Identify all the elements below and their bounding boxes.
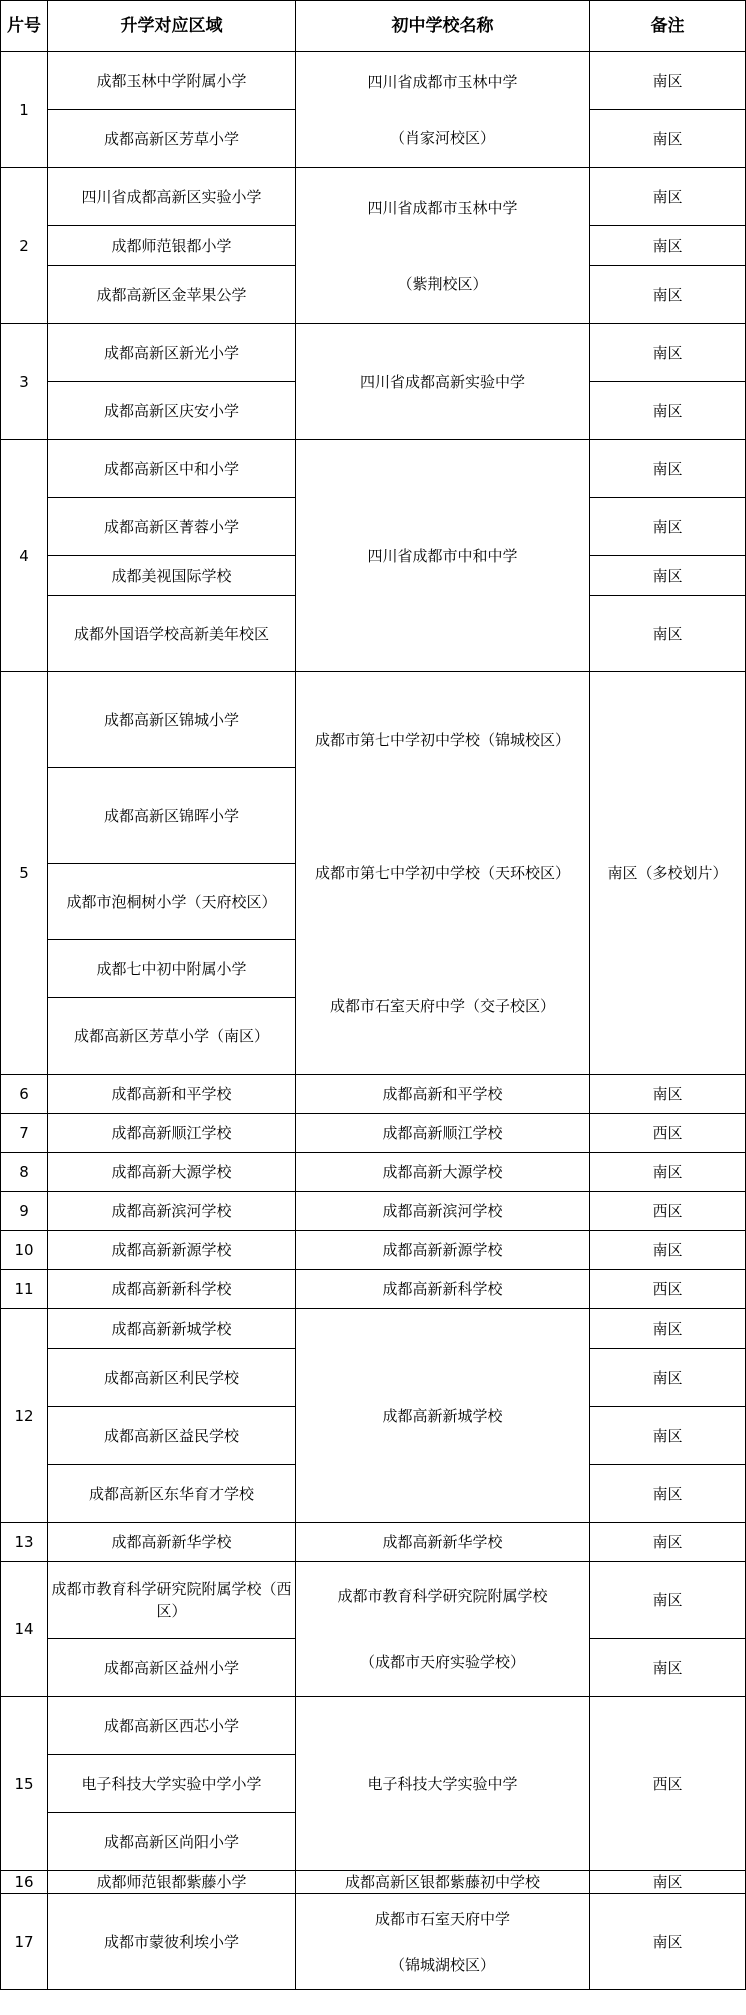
primary-school-cell: 成都高新新城学校 — [48, 1309, 296, 1349]
primary-school-cell: 成都高新区东华育才学校 — [48, 1465, 296, 1523]
header-note: 备注 — [590, 1, 746, 52]
primary-school-cell: 成都高新区益州小学 — [48, 1639, 296, 1697]
primary-school-cell: 成都玉林中学附属小学 — [48, 52, 296, 110]
middle-school-names — [298, 54, 587, 166]
note-cell: 南区 — [590, 1075, 746, 1114]
table-row — [1, 168, 746, 226]
middle-school-cell — [296, 1523, 590, 1562]
middle-school-name: 成都高新滨河学校 — [382, 1202, 503, 1220]
table-row — [1, 1309, 746, 1349]
table-body — [1, 52, 746, 1990]
middle-school-cell — [296, 1114, 590, 1153]
middle-school-names — [298, 1405, 587, 1427]
district-no-cell: 1 — [1, 52, 48, 168]
district-no-cell: 16 — [1, 1871, 48, 1894]
middle-school-names — [298, 1161, 587, 1183]
district-no-cell: 3 — [1, 324, 48, 440]
district-no-cell: 9 — [1, 1192, 48, 1231]
middle-school-names — [298, 674, 587, 1073]
note-cell: 南区 — [590, 1894, 746, 1990]
middle-school-name: 成都高新大源学校 — [382, 1163, 503, 1181]
note-cell: 南区 — [590, 556, 746, 596]
primary-school-cell: 成都市蒙彼利埃小学 — [48, 1894, 296, 1990]
header-primary-school: 升学对应区域 — [48, 1, 296, 52]
primary-school-cell: 成都高新区锦城小学 — [48, 672, 296, 768]
district-no-cell: 2 — [1, 168, 48, 324]
primary-school-cell: 成都高新区芳草小学（南区） — [48, 998, 296, 1075]
note-cell: 西区 — [590, 1270, 746, 1309]
table-row — [1, 672, 746, 768]
note-cell: 南区 — [590, 1349, 746, 1407]
middle-school-cell — [296, 672, 590, 1075]
district-no-cell: 10 — [1, 1231, 48, 1270]
primary-school-cell: 成都高新区中和小学 — [48, 440, 296, 498]
header-district-no: 片号 — [1, 1, 48, 52]
note-cell: 南区 — [590, 1153, 746, 1192]
middle-school-name: （紫荆校区） — [397, 274, 488, 293]
district-no-cell: 14 — [1, 1562, 48, 1697]
primary-school-cell: 成都高新区菁蓉小学 — [48, 498, 296, 556]
middle-school-names — [298, 1773, 587, 1795]
primary-school-cell: 四川省成都高新区实验小学 — [48, 168, 296, 226]
primary-school-cell: 电子科技大学实验中学小学 — [48, 1755, 296, 1813]
district-no-cell: 6 — [1, 1075, 48, 1114]
header-middle-school: 初中学校名称 — [296, 1, 590, 52]
middle-school-name: 成都高新顺江学校 — [382, 1124, 503, 1142]
middle-school-names — [298, 1239, 587, 1261]
middle-school-name: 成都高新新科学校 — [382, 1280, 503, 1298]
middle-school-name: 四川省成都市中和中学 — [367, 546, 518, 565]
note-cell: 南区 — [590, 596, 746, 672]
middle-school-cell — [296, 1075, 590, 1114]
note-cell: 南区 — [590, 1562, 746, 1639]
district-no-cell: 15 — [1, 1697, 48, 1871]
note-cell: 西区 — [590, 1114, 746, 1153]
table-row — [1, 1871, 746, 1894]
primary-school-cell: 成都高新滨河学校 — [48, 1192, 296, 1231]
note-cell: 南区 — [590, 1465, 746, 1523]
middle-school-names — [298, 1531, 587, 1553]
note-cell: 南区 — [590, 52, 746, 110]
note-cell: 南区 — [590, 1231, 746, 1270]
header-row — [1, 1, 746, 52]
note-cell: 南区 — [590, 1309, 746, 1349]
middle-school-cell — [296, 324, 590, 440]
middle-school-cell — [296, 1153, 590, 1192]
table-row — [1, 1697, 746, 1755]
primary-school-cell: 成都高新区芳草小学 — [48, 110, 296, 168]
district-no-cell: 4 — [1, 440, 48, 672]
note-cell: 南区 — [590, 226, 746, 266]
middle-school-cell — [296, 1562, 590, 1697]
primary-school-cell: 成都高新顺江学校 — [48, 1114, 296, 1153]
primary-school-cell: 成都高新区庆安小学 — [48, 382, 296, 440]
middle-school-name: 四川省成都市玉林中学 — [367, 198, 518, 217]
middle-school-cell — [296, 168, 590, 324]
middle-school-cell — [296, 52, 590, 168]
primary-school-cell: 成都市教育科学研究院附属学校（西区） — [48, 1562, 296, 1639]
district-no-cell: 7 — [1, 1114, 48, 1153]
middle-school-name: 成都高新新城学校 — [382, 1406, 503, 1425]
primary-school-cell: 成都高新和平学校 — [48, 1075, 296, 1114]
primary-school-cell: 成都高新区利民学校 — [48, 1349, 296, 1407]
table-row — [1, 1894, 746, 1990]
note-cell: 南区 — [590, 110, 746, 168]
middle-school-names — [298, 371, 587, 393]
middle-school-name: 四川省成都市玉林中学 — [367, 72, 518, 91]
primary-school-cell: 成都师范银都紫藤小学 — [48, 1871, 296, 1894]
note-cell: 南区 — [590, 1639, 746, 1697]
middle-school-names — [298, 1278, 587, 1300]
primary-school-cell: 成都七中初中附属小学 — [48, 940, 296, 998]
district-no-cell: 13 — [1, 1523, 48, 1562]
middle-school-names — [298, 1122, 587, 1144]
note-cell: 西区 — [590, 1192, 746, 1231]
middle-school-name: （成都市天府实验学校） — [359, 1652, 525, 1671]
table-row — [1, 1153, 746, 1192]
note-cell: 南区 — [590, 498, 746, 556]
middle-school-cell — [296, 1192, 590, 1231]
note-cell: 南区 — [590, 1407, 746, 1465]
note-cell: 南区 — [590, 382, 746, 440]
district-no-cell: 17 — [1, 1894, 48, 1990]
table-row — [1, 1562, 746, 1639]
primary-school-cell: 成都外国语学校高新美年校区 — [48, 596, 296, 672]
middle-school-name: 成都高新新华学校 — [382, 1533, 503, 1551]
middle-school-name: 成都高新和平学校 — [382, 1085, 503, 1103]
middle-school-cell — [296, 1270, 590, 1309]
primary-school-cell: 成都美视国际学校 — [48, 556, 296, 596]
middle-school-name: 成都高新新源学校 — [382, 1241, 503, 1259]
note-cell: 南区 — [590, 266, 746, 324]
middle-school-cell — [296, 1894, 590, 1990]
primary-school-cell: 成都高新区新光小学 — [48, 324, 296, 382]
table-row — [1, 1231, 746, 1270]
note-cell: 南区 — [590, 1523, 746, 1562]
primary-school-cell: 成都市泡桐树小学（天府校区） — [48, 864, 296, 940]
primary-school-cell: 成都高新区金苹果公学 — [48, 266, 296, 324]
primary-school-cell: 成都高新新源学校 — [48, 1231, 296, 1270]
middle-school-names — [298, 1873, 587, 1891]
middle-school-cell — [296, 1309, 590, 1523]
middle-school-name: 成都市第七中学初中学校（锦城校区） — [314, 731, 570, 749]
district-no-cell: 8 — [1, 1153, 48, 1192]
primary-school-cell: 成都师范银都小学 — [48, 226, 296, 266]
primary-school-cell: 成都高新新科学校 — [48, 1270, 296, 1309]
table-row — [1, 324, 746, 382]
primary-school-cell: 成都高新新华学校 — [48, 1523, 296, 1562]
primary-school-cell: 成都高新区尚阳小学 — [48, 1813, 296, 1871]
middle-school-name: 电子科技大学实验中学 — [367, 1774, 518, 1793]
middle-school-names — [298, 1200, 587, 1222]
primary-school-cell: 成都高新区益民学校 — [48, 1407, 296, 1465]
middle-school-cell — [296, 1697, 590, 1871]
middle-school-names — [298, 170, 587, 322]
table-row — [1, 52, 746, 110]
table-row — [1, 1270, 746, 1309]
middle-school-cell — [296, 1871, 590, 1894]
middle-school-name: 成都高新区银都紫藤初中学校 — [344, 1873, 540, 1891]
note-cell: 南区 — [590, 1871, 746, 1894]
note-cell: 南区 — [590, 168, 746, 226]
note-cell: 南区 — [590, 324, 746, 382]
district-no-cell: 12 — [1, 1309, 48, 1523]
table-row — [1, 1523, 746, 1562]
middle-school-name: 成都市教育科学研究院附属学校 — [337, 1587, 548, 1606]
middle-school-names — [298, 1083, 587, 1105]
note-cell: 西区 — [590, 1697, 746, 1871]
middle-school-names — [298, 1564, 587, 1695]
table-row — [1, 440, 746, 498]
table-row — [1, 1114, 746, 1153]
primary-school-cell: 成都高新区西芯小学 — [48, 1697, 296, 1755]
middle-school-cell — [296, 440, 590, 672]
table-row — [1, 1075, 746, 1114]
middle-school-name: 四川省成都高新实验中学 — [359, 372, 525, 391]
middle-school-cell — [296, 1231, 590, 1270]
table-row — [1, 1192, 746, 1231]
district-no-cell: 11 — [1, 1270, 48, 1309]
middle-school-name: 成都市石室天府中学 — [374, 1909, 510, 1928]
middle-school-names — [298, 545, 587, 567]
middle-school-name: 成都市第七中学初中学校（天环校区） — [314, 864, 570, 882]
primary-school-cell: 成都高新区锦晖小学 — [48, 768, 296, 864]
primary-school-cell: 成都高新大源学校 — [48, 1153, 296, 1192]
middle-school-name: （锦城湖校区） — [389, 1955, 495, 1974]
middle-school-name: 成都市石室天府中学（交子校区） — [329, 997, 555, 1015]
note-cell: 南区 — [590, 440, 746, 498]
note-cell: 南区（多校划片） — [590, 672, 746, 1075]
middle-school-name: （肖家河校区） — [389, 128, 495, 147]
middle-school-names — [298, 1896, 587, 1988]
district-no-cell: 5 — [1, 672, 48, 1075]
